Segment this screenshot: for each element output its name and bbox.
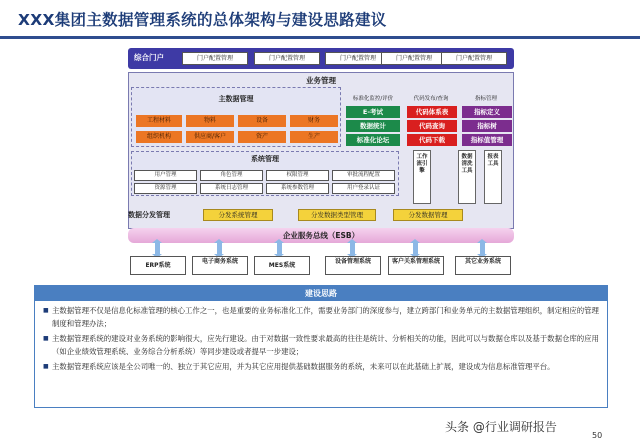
other-systems-box[interactable]: 其它业务系统 xyxy=(455,256,511,275)
master-data-panel xyxy=(131,87,341,147)
system-management-item[interactable]: 系统参数管理 xyxy=(266,183,329,194)
code-item[interactable]: 代码查询 xyxy=(407,120,457,132)
double-arrow-icon xyxy=(155,243,160,254)
erp-system-box[interactable]: ERP系统 xyxy=(130,256,186,275)
esb-bus: 企业服务总线（ESB） xyxy=(128,228,514,243)
system-management-item[interactable]: 角色管理 xyxy=(200,170,263,181)
mes-system-box[interactable]: MES系统 xyxy=(254,256,310,275)
portal-config-button[interactable]: 门户配置管理 xyxy=(254,52,320,65)
construction-ideas-title: 建设思路 xyxy=(35,286,607,301)
system-management-item[interactable]: 审批流程配置 xyxy=(332,170,395,181)
square-bullet-icon: ■ xyxy=(43,363,49,370)
master-data-title: 主数据管理 xyxy=(218,95,254,103)
distribution-item[interactable]: 分发数据管理 xyxy=(393,209,463,221)
idea-text: 主数据管理不仅是信息化标准管理的核心工作之一，也是重要的业务标准化工作，需要业务部门的深度参与，建立跨部门和业务单元的主数据管理组织，制定相应的管理制度和管理办法； xyxy=(52,306,599,328)
code-publish-header: 代码发布/查询 xyxy=(413,96,449,102)
page-number: 50 xyxy=(592,431,603,440)
workflow-engine-tool[interactable]: 工作流引擎 xyxy=(413,150,431,204)
system-management-item[interactable]: 资源管理 xyxy=(134,183,197,194)
idea-bullet xyxy=(43,304,599,330)
master-data-item[interactable]: 物料 xyxy=(186,115,234,127)
indicator-item[interactable]: 指标树 xyxy=(462,120,512,132)
portal-bar xyxy=(128,48,514,69)
master-data-item[interactable]: 资产 xyxy=(238,131,286,143)
portal-config-button[interactable]: 门户配置管理 xyxy=(441,52,507,65)
ecommerce-system-box[interactable]: 电子商务系统 xyxy=(192,256,248,275)
standardization-item[interactable]: 标准化论坛 xyxy=(346,134,400,146)
page-title: XXX集团主数据管理系统的总体架构与建设思路建议 xyxy=(18,11,387,29)
standardization-item[interactable]: 数据统计 xyxy=(346,120,400,132)
master-data-item[interactable]: 组织机构 xyxy=(136,131,182,143)
portal-label: 综合门户 xyxy=(134,53,164,62)
master-data-item[interactable]: 工程材料 xyxy=(136,115,182,127)
double-arrow-icon xyxy=(277,243,282,254)
idea-bullet xyxy=(43,360,599,373)
square-bullet-icon: ■ xyxy=(43,307,49,314)
master-data-item[interactable]: 财务 xyxy=(290,115,338,127)
indicator-item[interactable]: 指标值管理 xyxy=(462,134,512,146)
title-divider xyxy=(0,36,640,39)
watermark: 头条 @行业调研报告 xyxy=(445,420,557,434)
portal-config-button[interactable]: 门户配置管理 xyxy=(182,52,248,65)
business-layer xyxy=(128,72,514,229)
square-bullet-icon: ■ xyxy=(43,335,49,342)
portal-config-button[interactable]: 门户配置管理 xyxy=(381,52,447,65)
construction-ideas-box xyxy=(34,285,608,408)
system-management-item[interactable]: 用户管理 xyxy=(134,170,197,181)
system-management-item[interactable]: 权限管理 xyxy=(266,170,329,181)
system-management-panel xyxy=(131,151,399,196)
standardization-item[interactable]: E-考试 xyxy=(346,106,400,118)
master-data-item[interactable]: 设备 xyxy=(238,115,286,127)
idea-text: 主数据管理系统的建设对业务系统的影响很大，应先行建设。由于对数据一致性要求最高的往往是统计、分析相关的功能，因此可以与数据仓库以及基于数据仓库的应用（如企业绩效管理系统、业务综合分析系统）等同步建设或者提早一步建设； xyxy=(52,334,599,356)
data-cleansing-tool[interactable]: 数据清洗工具 xyxy=(458,150,476,204)
portal-config-button[interactable]: 门户配置管理 xyxy=(325,52,391,65)
idea-text: 主数据管理系统应该是全公司唯一的、独立于其它应用，并为其它应用提供基础数据服务的系统，未来可以在此基础上扩展，建设成为信息标准管理平台。 xyxy=(52,362,555,371)
double-arrow-icon xyxy=(413,243,418,254)
equipment-system-box[interactable]: 设备管理系统 xyxy=(325,256,381,275)
standardization-header: 标准化监控/评价 xyxy=(352,96,394,102)
double-arrow-icon xyxy=(480,243,485,254)
master-data-item[interactable]: 生产 xyxy=(290,131,338,143)
code-item[interactable]: 代码体系表 xyxy=(407,106,457,118)
indicator-header: 指标管理 xyxy=(474,96,497,102)
crm-system-box[interactable]: 客户关系管理系统 xyxy=(388,256,444,275)
idea-bullet xyxy=(43,332,599,358)
report-tool[interactable]: 报表工具 xyxy=(484,150,502,204)
system-management-item[interactable]: 用户登录认证 xyxy=(332,183,395,194)
business-layer-title: 业务管理 xyxy=(306,76,336,85)
double-arrow-icon xyxy=(350,243,355,254)
indicator-item[interactable]: 指标定义 xyxy=(462,106,512,118)
master-data-item[interactable]: 供应商/客户 xyxy=(186,131,234,143)
distribution-item[interactable]: 分发数据类型管理 xyxy=(298,209,376,221)
distribution-item[interactable]: 分发系统管理 xyxy=(203,209,273,221)
code-item[interactable]: 代码下载 xyxy=(407,134,457,146)
system-management-item[interactable]: 系统日志管理 xyxy=(200,183,263,194)
system-management-title: 系统管理 xyxy=(251,155,279,163)
double-arrow-icon xyxy=(217,243,222,254)
data-distribution-label: 数据分发管理 xyxy=(128,211,170,219)
